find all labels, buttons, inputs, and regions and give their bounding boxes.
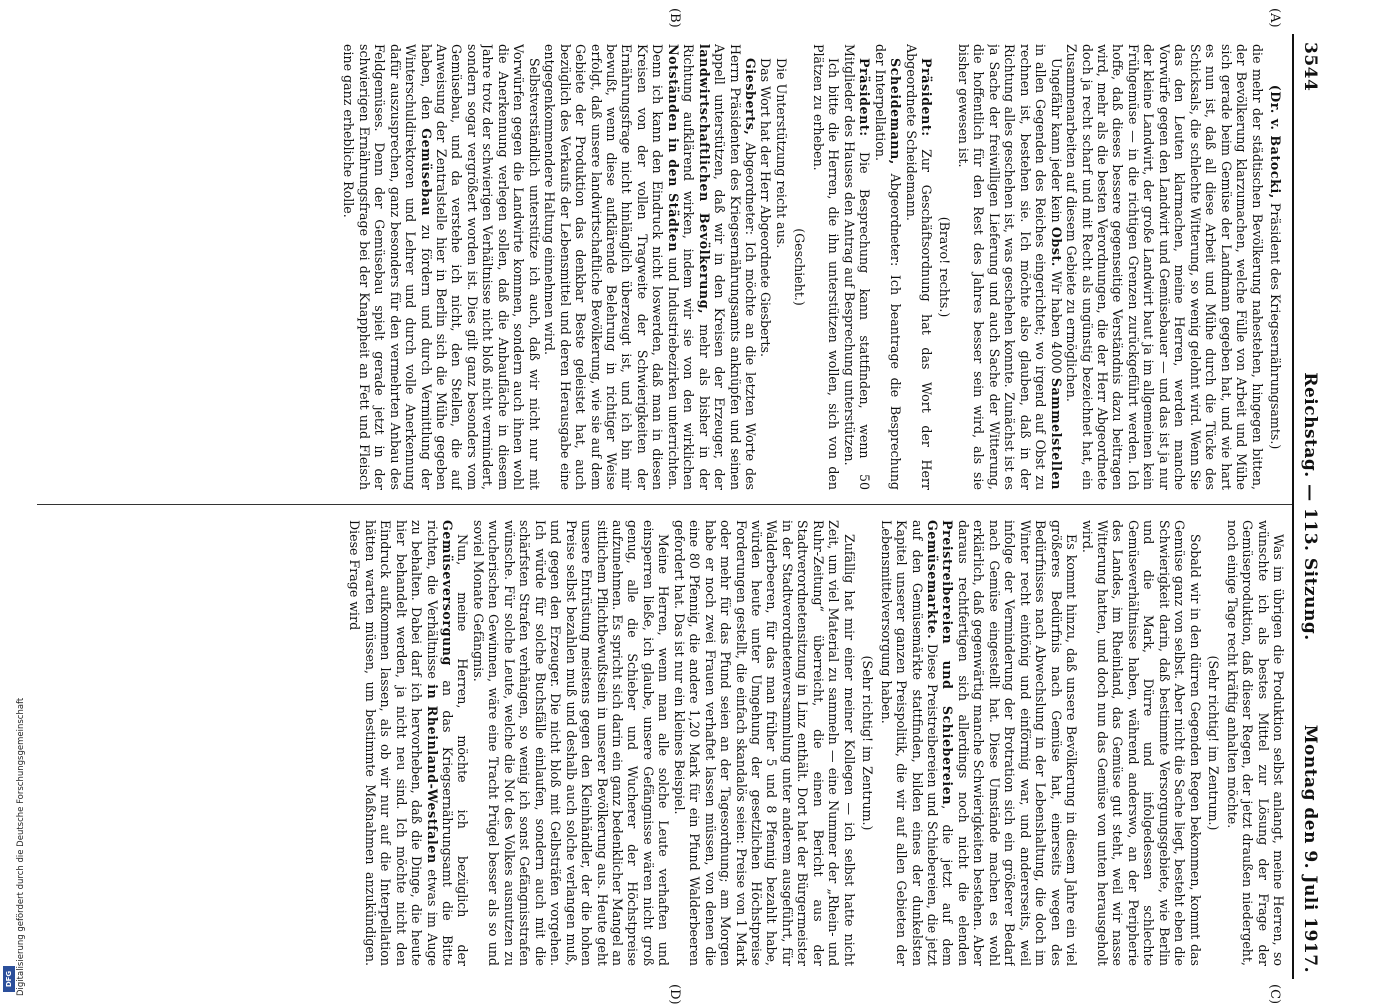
margin-mark-b: (B) [667, 8, 682, 28]
speaker-name: Giesberts, [743, 58, 759, 136]
emphasis: Gemüseversorgung [439, 520, 455, 666]
paragraph: Es kommt hinzu, daß unsere Bevölkerung in diesem Jahre ein viel größeres Bedürfnis nach Gemüse hat, einerseits wegen des Bedürfnisses nach Abwechslung in der Lebenshaltung, die doch im Winter recht eintönig und einförmig war, und andererseits, weil infolge der Verminderung der Brotration sich ein größerer Bedarf nach Gemüse eingestellt hat. Diese Umstände machen es wohl erklärlich, daß gegenwärtig manche Schwierigkeiten bestehen. Aber daraus rechtfertigen sich allerdings noch nicht die elenden Preistreibereien und Schiebereien, die jetzt auf dem Gemüsemarkte. Diese Preistreibereien und Schiebereien, die jetzt auf den Gemüsemärkte stattfinden, bilden eines der dunkelsten Kapitel unserer ganzen Preispolitik, die wir auf allen Gebieten der Lebensmittelversorgung haben. [878, 520, 1080, 966]
right-column [41, 520, 1286, 966]
emphasis: Obst. [1048, 226, 1064, 267]
paragraph: Was im übrigen die Produktion selbst anlangt, meine Herren, so wünschte ich als bestes Mittel zur Lösung der Frage der Gemüseproduktion, daß dieser Regen, der jetzt draußen niedergeht, noch einige Tage recht kräftig anhalten möchte. [1224, 520, 1286, 966]
speaker-name: (Dr. v. Batocki, [1268, 84, 1283, 199]
dfg-logo-icon: DFG [3, 966, 15, 992]
emphasis: Notständen in den Städten [665, 44, 681, 253]
interjection: (Geschieht.) [792, 228, 808, 306]
emphasis: in Rheinland-Westfalen [424, 684, 440, 864]
paragraph: Das Wort hat der Herr Abgeordnete Giesberts. [758, 58, 774, 358]
paragraph: die mehr der städtischen Bevölkerung nahestehen, hingegen bitten, der Bevölkerung klarzumachen, welche Fülle von Arbeit und Mühe sich gerade beim Gemüse der Landmann gegeben hat, und wie hart es nun ist, daß all diese Arbeit und Mühe durch die Tücke des Schicksals, die schlechte Witterung, so wenig gelohnt wird. Wenn Sie das den Leuten klarmachen, meine Herren, werden manche Vorwürfe gegen den Landwirt und Gemüsebauer — und das ist ja nur der kleine Landwirt, der große Landwirt baut ja im allgemeinen kein Frühgemüse — in die richtigen Grenzen zurückgeführt werden. Ich hoffe, daß dieses bessere gegenseitige Verständnis dazu beitragen wird, mehr als die besten Verordnungen, die der Herr Abgeordnete doch ja recht scharf und mit Recht als ungünstig bezeichnet hat, ein Zusammenarbeiten auf diesem Gebiete zu ermöglichen. [1064, 44, 1265, 490]
paragraph: Präsident: Zur Geschäftsordnung hat das Wort der Herr Abgeordnete Scheidemann. [903, 44, 935, 490]
speaker-line [1268, 44, 1283, 490]
interjection: (Sehr richtig! im Zentrum.) [1206, 655, 1222, 831]
paragraph: Scheidemann, Abgeordneter: Ich beantrage die Besprechung der Interpellation. [872, 44, 904, 490]
emphasis: Preistreibereien und Schiebereien [940, 520, 956, 806]
interjection: (Sehr richtig! im Zentrum.) [860, 655, 876, 831]
column-divider [37, 504, 1292, 505]
paragraph: Sobald wir in den dürren Gegenden Regen bekommen, kommt das Gemüse ganz von selbst. Aber nicht die Sache liegt, besteht eben die Schwierigkeit darin, daß bestimmte Versorgungsgebiete, wie Berlin und die Mark, Dürre und infolgedessen schlechte Gemüseverhältnisse haben, während anderswo, an der Peripherie des Landes, im Rheinland, das Gemüse gut steht, weil wir nasse Witterung hatten, und doch nun das Gemüse von unten herausgeholt wird. [1079, 520, 1203, 966]
header-rule [1292, 34, 1294, 979]
speaker-name: Präsident: [919, 58, 935, 137]
speaker-name: Präsident: [857, 58, 873, 137]
running-title: Reichstag. — 113. Sitzung. [1300, 372, 1320, 641]
margin-mark-d: (D) [667, 984, 682, 1005]
paragraph: Ungefähr kann jeder kein Obst. Wir haben 4000 Sammelstellen in allen Gegenden des Reiches eingerichtet; wo irgend auf Obst zu rechnen ist, bestehen sie. Ich möchte also glauben, daß in der Richtung alles geschehen ist, was geschehen konnte. Zunächst ist es ja Sache der freiwilligen Lieferung und auch Sache der Witterung, die hoffentlich für den Rest des Jahres besser sein wird, als sie bisher gewesen ist. [955, 44, 1064, 490]
page-header [1292, 34, 1322, 979]
paragraph: Selbstverständlich unterstütze ich auch, daß wir nicht nur mit Vorwürfen gegen die Landwirte kommen, sondern auch ihnen wohl die Anerkennung verlegen sollen, daß die Anbaufläche in diesem Jahre trotz der schwierigen Verhältnisse nicht bloß nicht vermindert, sondern sogar vergrößert worden ist. Dies gilt ganz besonders vom Gemüsebau, und da verstehe ich nicht, den Stellen, die auf Anweisung der Zentralstelle hier in Berlin sich die Mühe gegeben haben, den Gemüsebau zu fördern und durch Vermittlung der Winterschuldirektoren und Lehrer und durch volle Anerkennung dafür auszusprechen, ganz besonders für den vermehrten Anbau des Feldgemüses. Denn der Gemüsebau spielt gerade jetzt in der schwierigen Ernährungsfrage bei der Knappheit an Fett und Fleisch eine ganz erhebliche Rolle. [341, 44, 542, 490]
paragraph: Giesberts, Abgeordneter: Ich möchte an die letzten Worte des Herrn Präsidenten des Kriegsernährungsamts anknüpfen und seinen Appell unterstützen, daß wir in den Kreisen der Erzeuger, der landwirtschaftlichen Bevölkerung, mehr als bisher in der Richtung aufklärend wirken, indem wir sie von den wirklichen Notständen in den Städten und Industriebezirken unterrichten. Denn ich kann den Eindruck nicht loswerden, daß man in diesen Kreisen von der vollen Tragweite der Schwierigkeiten der Ernährungsfrage nicht hinlänglich überzeugt ist, und ich bin mir bewußt, wenn diese aufklärende Belehrung in richtiger Weise erfolgt, daß unsere landwirtschaftliche Bevölkerung, wie sie auf dem Gebiete der Produktion das denkbar Beste geleistet hat, auch bezüglich des Verkaufs der Lebensmittel und deren Herausgabe eine entgegenkommendere Haltung einnehmen wird. [542, 44, 759, 490]
paragraph: Die Unterstützung reicht aus. [773, 58, 789, 249]
emphasis: landwirtschaftlichen Bevölkerung, [696, 44, 712, 315]
paragraph: Nun, meine Herren, möchte ich bezüglich der Gemüseversorgung an das Kriegsernährungsamt die Bitte richten, die Verhältnisse in Rheinland-Westfalen etwas im Auge zu behalten. Dabei darf ich hervorheben, daß die Dinge, die heute hier behandelt werden, ja nicht neu sind. Ich möchte nicht den Eindruck aufkommen lassen, als ob wir nur auf die Interpellation hätten warten müssen, um bestimmte Maßnahmen anzukündigen. Diese Frage wird [347, 520, 471, 966]
speaker-name: Scheidemann, [888, 58, 904, 165]
funding-note: Digitalisierung gefördert durch die Deutsche Forschungsgemeinschaft [16, 697, 26, 996]
interjection: (Bravo! rechts.) [937, 216, 953, 318]
paragraph: Meine Herren, wenn man alle solche Leute verhaften und einsperren ließe, ich glaube, unsere Gefängnisse wären nicht groß genug, alle die Schieber und Wucherer der Höchstpreise aufzunehmen. Es spricht sich darin ein ganz bedenklicher Mangel an sittlichem Pflichtbewußtsein in unserer Bevölkerung aus. Heute geht unsere Entrüstung meistens gegen den Kleinhändler, der die hohen Preise selbst bezahlen muß und deshalb auch solche verlangen muß, und gegen den Erzeuger. Die nicht bloß mit Gelbsträfen vorgehen. Ich würde für solche Buchsfälle einlaufen, sondern auch mit die schärfsten Strafen verhängen, so wenig ich sonst Gefängnisstrafen wünsche. Für solche Leute, welche die Not des Volkes ausnutzen zu wucherischen Gewinnen, wäre eine Tracht Prügel besser als so und soviel Monate Gefängnis. [470, 520, 672, 966]
document-page [32, 8, 1322, 1005]
speaker-role: Präsident des Kriegsernährungsamts.) [1268, 202, 1283, 450]
session-date: Montag den 9. Juli 1917. [1300, 724, 1320, 973]
emphasis: Gemüsebau [418, 128, 434, 217]
margin-mark-c: (C) [1267, 984, 1282, 1005]
paragraph: Zufällig hat mir einer meiner Kollegen — ich selbst hatte nicht Zeit, um viel Material zu sammeln — eine Nummer der „Rhein- und Ruhr-Zeitung“ überreicht, die einen Bericht aus der Stadtverordnetensitzung in Linz enthält. Dort hat der Bürgermeister in der Stadtverordnetenversammlung unter anderem ausgeführt, für Walderbeeren, für das man früher 5 und 8 Pfennig bezahlt habe, würden heute unter Umgehung der gesetzlichen Höchstpreise Forderungen gestellt, die einfach skandalös seien: Preise von 1 Mark oder mehr für das Pfund seien an der Tagesordnung; am Morgen habe er noch zwei Frauen verhaftet lassen müssen, von denen die eine 80 Pfennig, die andere 1,20 Mark für ein Pfund Walderbeeren gefordert hat. Das ist nur ein kleines Beispiel. [671, 520, 857, 966]
page-number: 3544 [1300, 42, 1320, 92]
emphasis: Gemüsemarkte. [925, 520, 941, 640]
paragraph: Ich bitte die Herren, die ihn unterstützen wollen, sich von den Plätzen zu erheben. [810, 44, 842, 490]
emphasis: Sammelstellen [1048, 377, 1064, 490]
paragraph: Präsident: Die Besprechung kann stattfinden, wenn 50 Mitglieder des Hauses den Antrag auf Besprechung unterstützen. [841, 44, 873, 490]
margin-mark-a: (A) [1267, 8, 1282, 28]
left-column [41, 44, 1286, 490]
